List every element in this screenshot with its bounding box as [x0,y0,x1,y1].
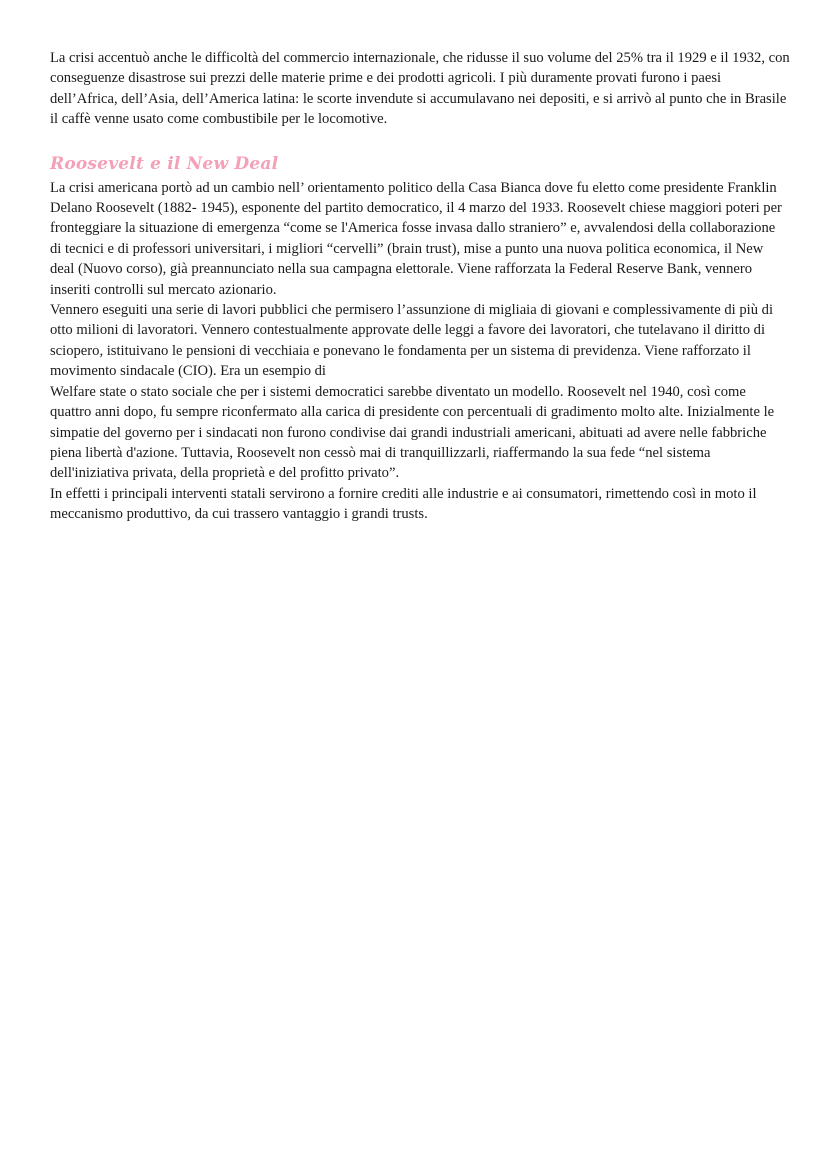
document-page [50,48,790,525]
intro-paragraph: La crisi accentuò anche le difficoltà del commercio internazionale, che ridusse il suo volume del 25% tra il 1929 e il 1932, con conseguenze disastrose sui prezzi delle materie prime e dei prodotti agricoli. I più duramente provati furono i paesi dell’Africa, dell’Asia, dell’America latina: le scorte invendute si accumulavano nei depositi, e si arrivò al punto che in Brasile il caffè venne usato come combustibile per le locomotive. [50,50,790,128]
body-paragraph-3: Welfare state o stato sociale che per i sistemi democratici sarebbe diventato un modello. Roosevelt nel 1940, così come quattro anni dopo, fu sempre riconfermato alla carica di presidente con percentuali di gradimento molto alte. Inizialmente le simpatie del governo per i sindacati non furono condivise dai grandi industriali americani, abituati ad avere nelle fabbriche piena libertà d'azione. Tuttavia, Roosevelt non cessò mai di tranquillizzarli, riaffermando la sua fede “nel sistema dell'iniziativa privata, della proprietà e del profitto privato”. [50,383,775,482]
body-paragraph-2: Vennero eseguiti una serie di lavori pubblici che permisero l’assunzione di migliaia di giovani e complessivamente di più di otto milioni di lavoratori. Vennero contestualmente approvate delle leggi a favore dei lavoratori, che tutelavano il diritto di sciopero, istituivano le pensioni di vecchiaia e ponevano le fondamenta per un sistema di previdenza. Viene rafforzato il movimento sindacale (CIO). Era un esempio di [50,302,774,380]
body-paragraph-1: La crisi americana portò ad un cambio nell’ orientamento politico della Casa Bianca dove fu eletto come presidente Franklin Delano Roosevelt (1882- 1945), esponente del partito democratico, il 4 marzo del 1933. Roosevelt chiese maggiori poteri per fronteggiare la situazione di emergenza “come se l'America fosse invasa dallo straniero” e, avvalendosi della collaborazione di tecnici e di professori universitari, i migliori “cervelli” (brain trust), mise a punto una nuova politica economica, il New deal (Nuovo corso), già preannunciato nella sua campagna elettorale. Viene rafforzata la Federal Reserve Bank, vennero inseriti controlli sul mercato azionario. [50,179,782,298]
body-paragraph-4: In effetti i principali interventi statali servirono a fornire crediti alle industrie e ai consumatori, rimettendo così in moto il meccanismo produttivo, da cui trassero vantaggio i grandi trusts. [50,485,757,523]
section-heading: Roosevelt e il New Deal [50,153,279,174]
